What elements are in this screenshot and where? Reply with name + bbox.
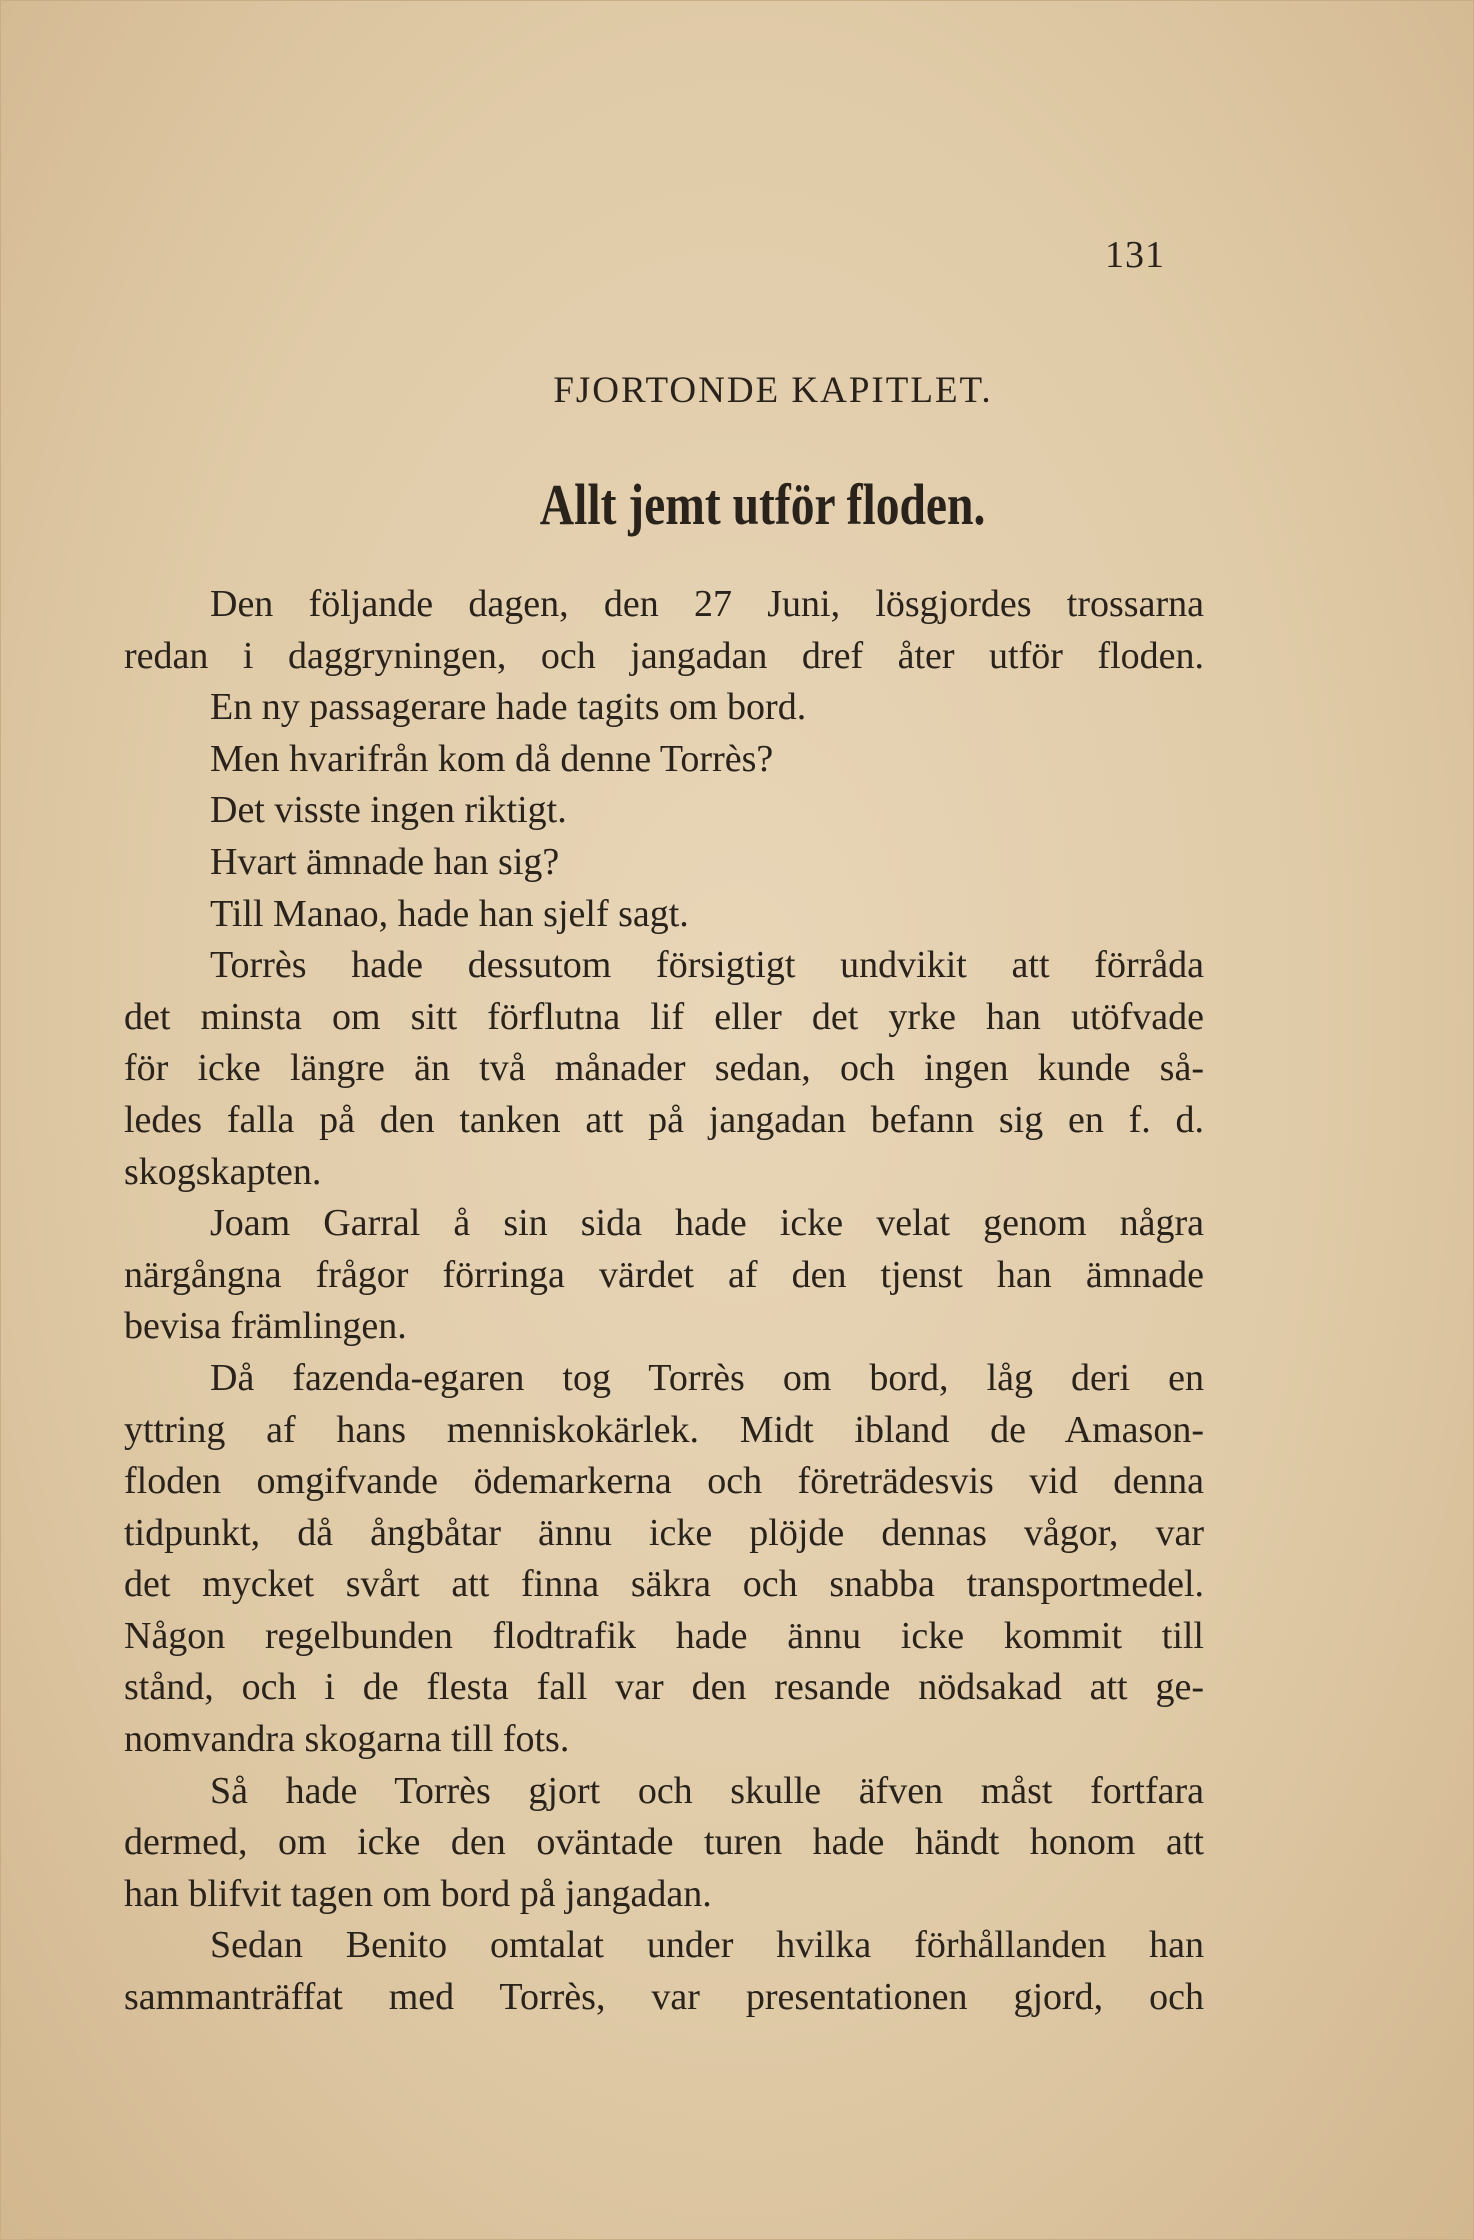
body-text [124,579,1204,2024]
text-line: skogskapten. [124,1150,322,1193]
text-line: Till Manao, hade han sjelf sagt. [210,892,689,935]
text-line: yttring af hans menniskokärlek. Midt ibland de Amason- [124,1408,1204,1451]
text-line: han blifvit tagen om bord på jangadan. [124,1872,712,1915]
text-line: Torrès hade dessutom försigtigt undvikit att förråda [210,944,1204,987]
text-line: nomvandra skogarna till fots. [124,1718,570,1761]
text-line: ledes falla på den tanken att på jangadan befann sig en f. d. [124,1098,1204,1141]
text-line: närgångna frågor förringa värdet af den tjenst han ämnade [124,1253,1204,1296]
text-line: redan i daggryningen, och jangadan dref åter utför floden. [124,634,1204,677]
text-line: stånd, och i de flesta fall var den resande nödsakad att ge- [124,1666,1204,1709]
text-line: dermed, om icke den oväntade turen hade händt honom att [124,1821,1204,1864]
chapter-title: Allt jemt utför floden. [539,472,986,537]
text-line: Då fazenda-egaren tog Torrès om bord, låg deri en [210,1356,1204,1399]
text-line: sammanträffat med Torrès, var presentationen gjord, och [124,1976,1204,2019]
text-line: tidpunkt, då ångbåtar ännu icke plöjde dennas vågor, var [124,1511,1204,1554]
text-line: det minsta om sitt förflutna lif eller det yrke han utöfvade [124,995,1204,1038]
text-line: En ny passagerare hade tagits om bord. [210,686,807,729]
text-line: bevisa främlingen. [124,1305,407,1348]
text-line: floden omgifvande ödemarkerna och företrädesvis vid denna [124,1460,1204,1503]
text-line: det mycket svårt att finna säkra och snabba transportmedel. [124,1563,1204,1606]
text-line: Det visste ingen riktigt. [210,789,567,832]
text-line: Så hade Torrès gjort och skulle äfven måst fortfara [210,1769,1204,1812]
page-number: 131 [1105,234,1165,276]
text-line: Hvart ämnade han sig? [210,840,560,883]
text-line: Men hvarifrån kom då denne Torrès? [210,737,774,780]
text-line: Joam Garral å sin sida hade icke velat genom några [210,1202,1204,1245]
text-line: för icke längre än två månader sedan, och ingen kunde så- [124,1047,1204,1090]
chapter-heading: FJORTONDE KAPITLET. [553,370,993,411]
text-line: Någon regelbunden flodtrafik hade ännu icke kommit till [124,1614,1204,1657]
text-line: Den följande dagen, den 27 Juni, lösgjordes trossarna [210,583,1204,625]
text-line: Sedan Benito omtalat under hvilka förhållanden han [210,1924,1204,1967]
